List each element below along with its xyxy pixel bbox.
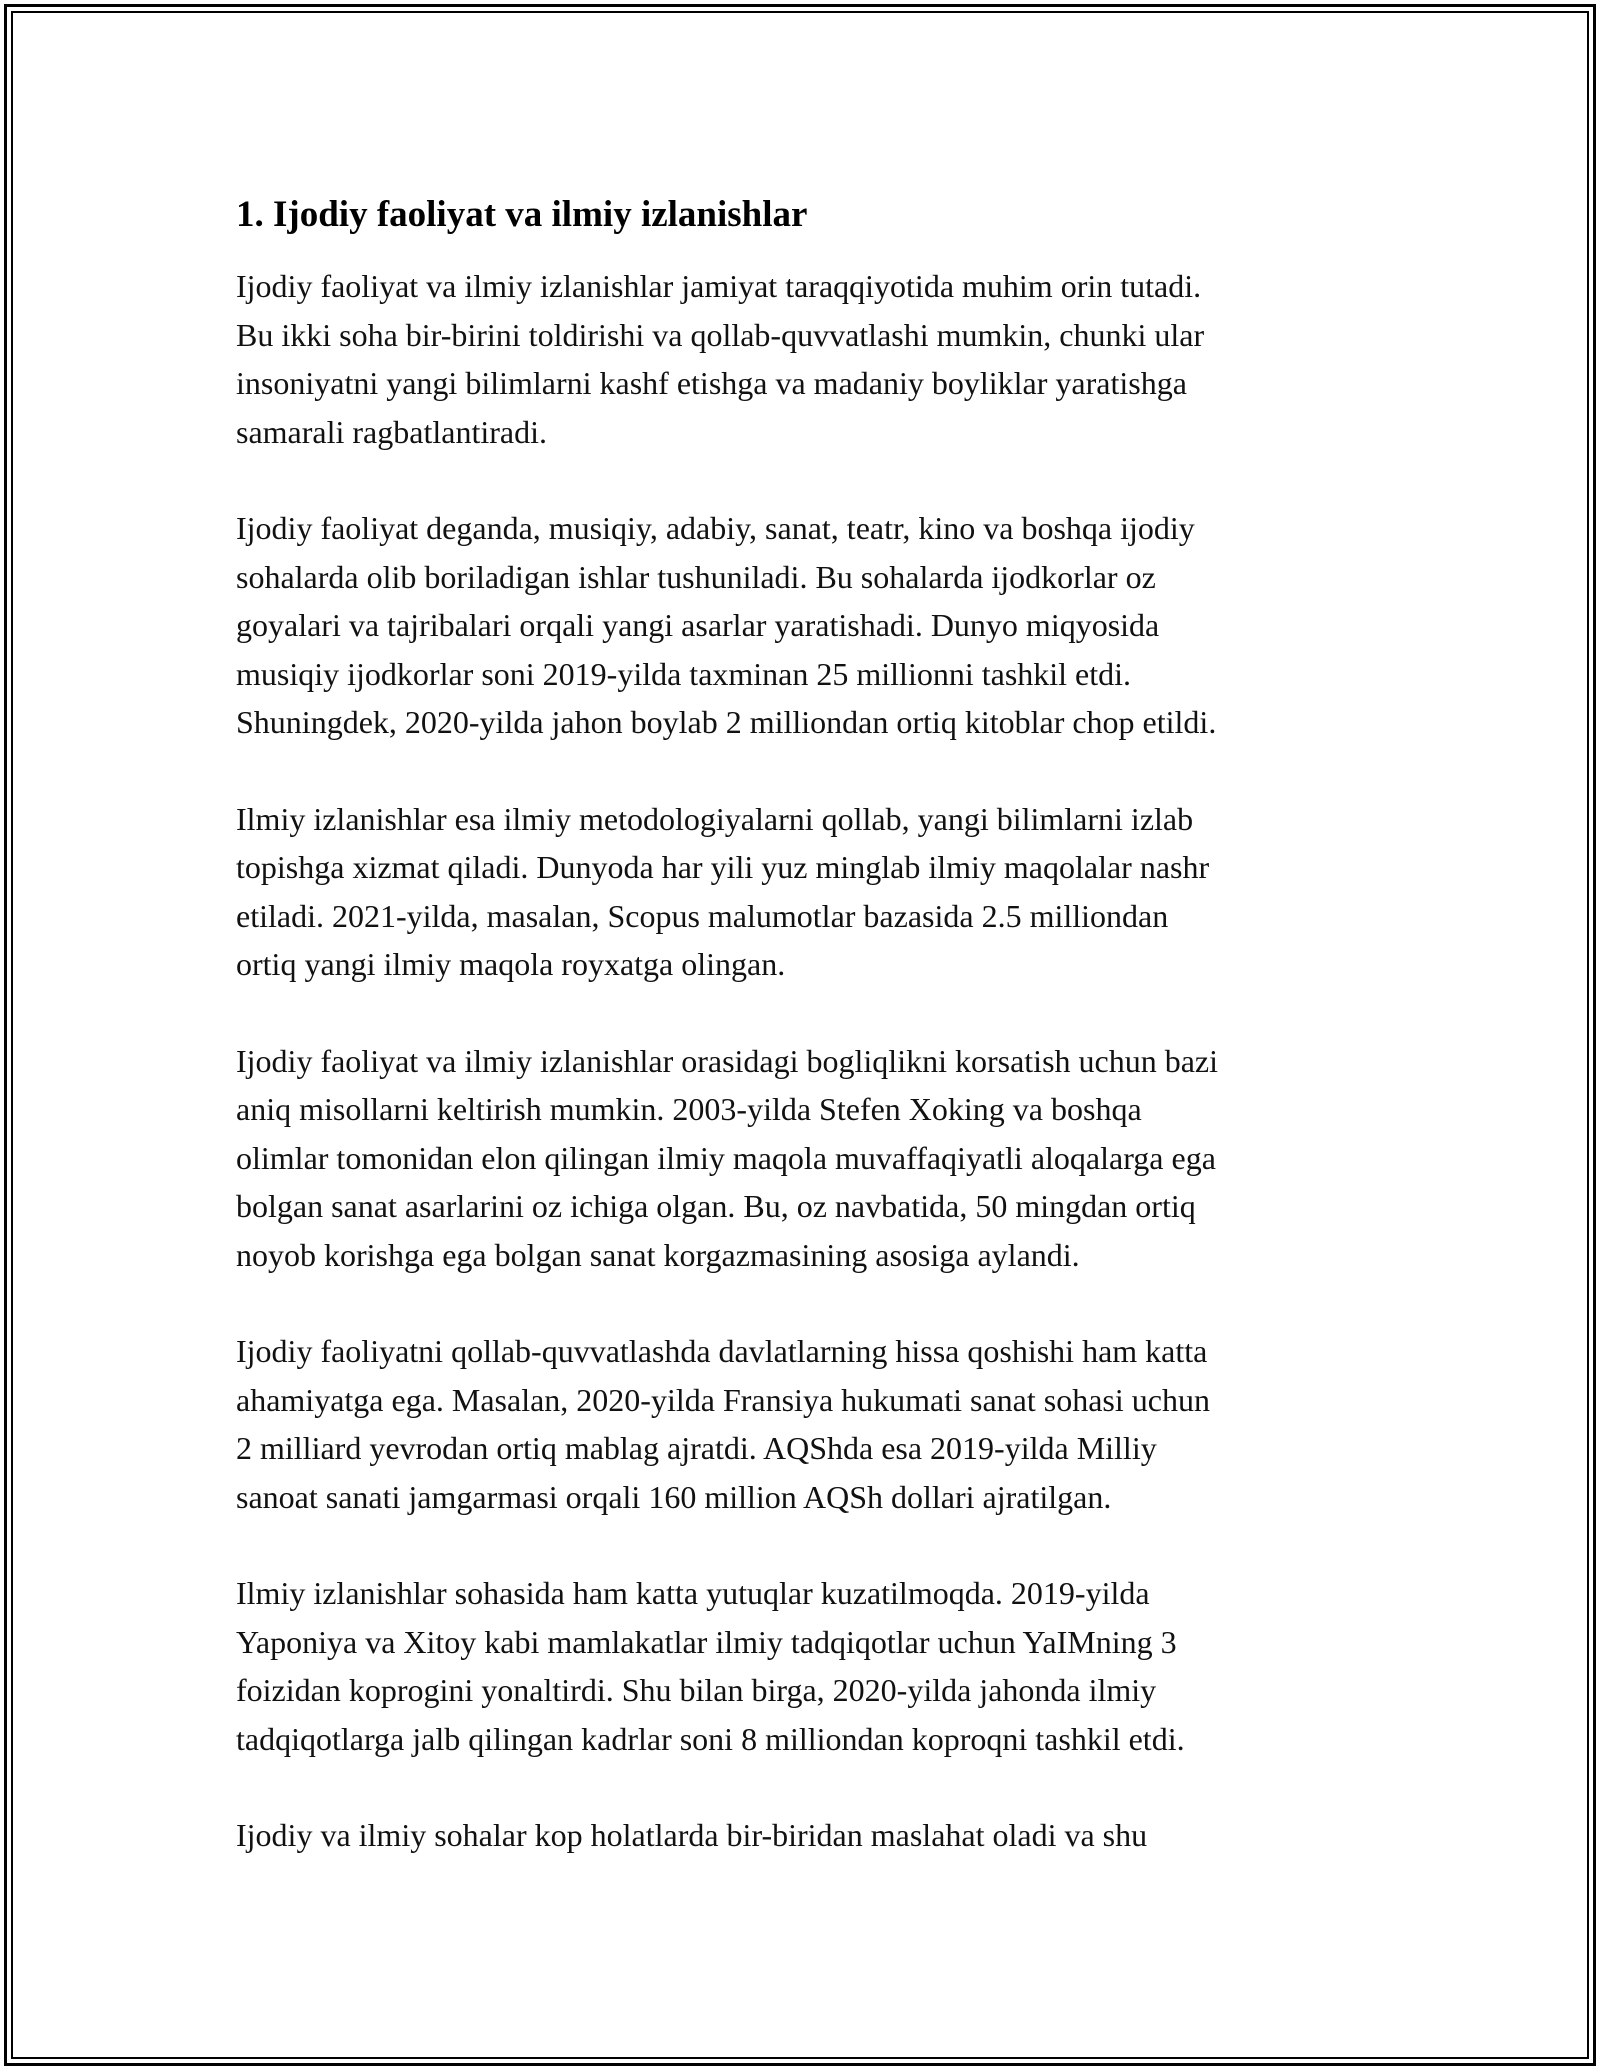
paragraph-1: Ijodiy faoliyat va ilmiy izlanishlar jamiyat taraqqiyotida muhim orin tutadi. Bu ikki soha bir-birini toldirishi va qollab-quvvatlashi mumkin, chunki ular insoniyatni yangi bilimlarni kashf etishga va madaniy boyliklar yaratishga samarali ragbatlantiradi. bbox=[236, 268, 1205, 450]
document-body bbox=[236, 186, 1406, 1908]
paragraph-6: Ilmiy izlanishlar sohasida ham katta yutuqlar kuzatilmoqda. 2019-yilda Yaponiya va Xitoy kabi mamlakatlar ilmiy tadqiqotlar uchun YaIMning 3 foizidan koprogini yonaltirdi. Shu bilan birga, 2020-yilda jahonda ilmiy tadqiqotlarga jalb qilingan kadrlar soni 8 milliondan koproqni tashkil etdi. bbox=[236, 1575, 1185, 1757]
paragraph-3: Ilmiy izlanishlar esa ilmiy metodologiyalarni qollab, yangi bilimlarni izlab topishga xizmat qiladi. Dunyoda har yili yuz minglab ilmiy maqolalar nashr etiladi. 2021-yilda, masalan, Scopus malumotlar bazasida 2.5 milliondan ortiq yangi ilmiy maqola royxatga olingan. bbox=[236, 800, 1210, 982]
paragraph-4: Ijodiy faoliyat va ilmiy izlanishlar orasidagi bogliqlikni korsatish uchun bazi aniq misollarni keltirish mumkin. 2003-yilda Stefen Xoking va boshqa olimlar tomonidan elon qilingan ilmiy maqola muvaffaqiyatli aloqalarga ega bolgan sanat asarlarini oz ichiga olgan. Bu, oz navbatida, 50 mingdan ortiq noyob korishga ega bolgan sanat korgazmasining asosiga aylandi. bbox=[236, 1042, 1219, 1273]
paragraph-2: Ijodiy faoliyat deganda, musiqiy, adabiy, sanat, teatr, kino va boshqa ijodiy sohalarda olib boriladigan ishlar tushuniladi. Bu sohalarda ijodkorlar oz goyalari va tajribalari orqali yangi asarlar yaratishadi. Dunyo miqyosida musiqiy ijodkorlar soni 2019-yilda taxminan 25 millionni tashkil etdi. Shuningdek, 2020-yilda jahon boylab 2 milliondan ortiq kitoblar chop etildi. bbox=[236, 510, 1217, 740]
paragraph-5: Ijodiy faoliyatni qollab-quvvatlashda davlatlarning hissa qoshishi ham katta ahamiyatga ega. Masalan, 2020-yilda Fransiya hukumati sanat sohasi uchun 2 milliard yevrodan ortiq mablag ajratdi. AQShda esa 2019-yilda Milliy sanoat sanati jamgarmasi orqali 160 million AQSh dollari ajratilgan. bbox=[236, 1333, 1210, 1515]
paragraph-7: Ijodiy va ilmiy sohalar kop holatlarda bir-biridan maslahat oladi va shu bbox=[236, 1817, 1148, 1853]
section-heading: 1. Ijodiy faoliyat va ilmiy izlanishlar bbox=[236, 194, 808, 235]
